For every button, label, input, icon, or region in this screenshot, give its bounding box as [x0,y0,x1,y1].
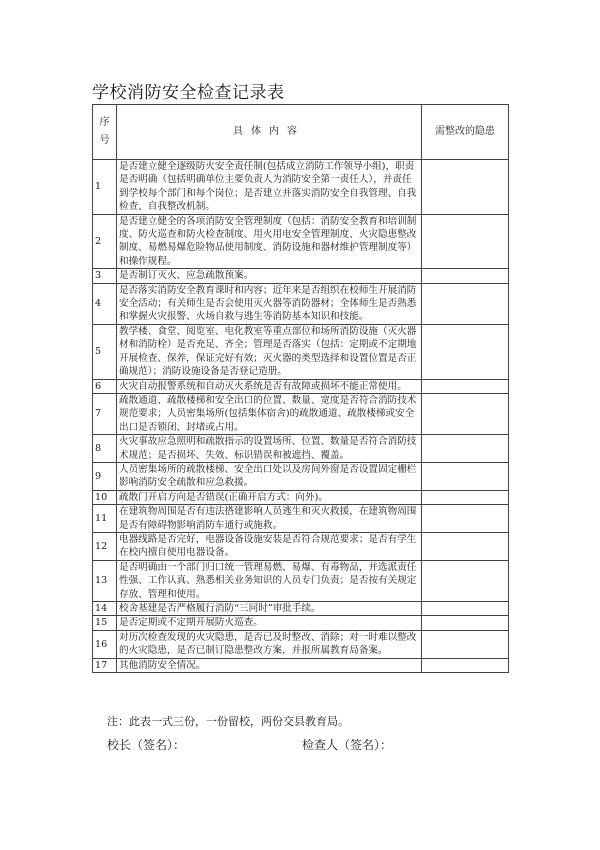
header-number [93,105,117,160]
row-issue-cell[interactable] [422,269,509,283]
table-row [93,379,509,393]
row-issue-cell[interactable] [422,462,509,490]
row-content: 是否建立健全逐级防火安全责任制(包括成立消防工作领导小组)，职责是否明确（包括明确单位主要负责人为消防安全第一责任人），并责任到学校每个部门和每个岗位；是否建立并落实消防安全自我管理、自我检查、自我整改机制。 [117,160,422,215]
row-number: 4 [93,283,117,324]
row-issue-cell[interactable] [422,379,509,393]
row-content: 在建筑物周围是否有违法搭建影响人员逃生和灭火救援，在建筑物周围是否有障碍物影响消防车通行或施救。 [117,505,422,533]
footnote: 注：此表一式三份，一份留校，两份交县教育局。 [107,715,349,728]
row-number: 1 [93,160,117,215]
table-header-row [93,105,509,160]
row-number: 16 [93,630,117,658]
row-number: 9 [93,462,117,490]
row-content: 校舍基建是否严格履行消防“三同时”审批手续。 [117,602,422,616]
table-row [93,490,509,504]
header-number-line1: 序 [99,117,110,128]
row-number: 6 [93,379,117,393]
row-content: 是否明确由一个部门归口统一管理易燃、易爆、有毒物品，并选派责任性强、工作认真、熟悉相关业务知识的人员专门负责；是否按有关规定存放、管理和使用。 [117,560,422,601]
row-number: 11 [93,505,117,533]
row-issue-cell[interactable] [422,505,509,533]
row-number: 12 [93,532,117,560]
table-row [93,630,509,658]
row-number: 5 [93,324,117,379]
table-row [93,560,509,601]
row-content: 是否落实消防安全教育课时和内容；近年来是否组织在校师生开展消防安全活动；有关师生是否会使用灭火器等消防器材；全体师生是否熟悉和掌握火灾报警、火场自救与逃生等消防基本知识和技能。 [117,283,422,324]
table-row [93,393,509,434]
row-content: 火灾事故应急照明和疏散指示的设置场所、位置、数量是否符合消防技术规范；是否损坏、失效、标识错误和被遮挡、覆盖。 [117,435,422,463]
row-number: 13 [93,560,117,601]
row-number: 14 [93,602,117,616]
row-content: 疏散通道、疏散楼梯和安全出口的位置、数量、宽度是否符合消防技术规范要求；人员密集场所(包括集体宿舍)的疏散通道、疏散楼梯或安全出口是否锁闭、封堵或占用。 [117,393,422,434]
row-content: 是否建立健全的各项消防安全管理制度（包括：消防安全教育和培训制度、防火巡查和防火检查制度、用火用电安全管理制度、火灾隐患整改制度、易燃易爆危险物品使用制度、消防设施和器材维护管理制度等）和操作规程。 [117,214,422,269]
row-number: 10 [93,490,117,504]
row-issue-cell[interactable] [422,602,509,616]
row-content: 疏散门开启方向是否错误(正确开启方式：向外)。 [117,490,422,504]
table-body [93,160,509,673]
row-number: 15 [93,616,117,630]
table-row [93,505,509,533]
row-issue-cell[interactable] [422,214,509,269]
header-issues: 需整改的隐患 [422,105,509,160]
row-content: 对历次检查发现的火灾隐患，是否已及时整改、消除；对一时难以整改的火灾隐患，是否已制订隐患整改方案，并报所属教育局备案。 [117,630,422,658]
row-issue-cell[interactable] [422,160,509,215]
table-row [93,283,509,324]
row-number: 3 [93,269,117,283]
header-number-line2: 号 [99,135,110,146]
table-row [93,602,509,616]
row-content: 是否定期或不定期开展防火巡查。 [117,616,422,630]
row-issue-cell[interactable] [422,490,509,504]
table-row [93,269,509,283]
row-issue-cell[interactable] [422,616,509,630]
table-row [93,616,509,630]
row-content: 其他消防安全情况。 [117,658,422,672]
form-title: 学校消防安全检查记录表 [92,83,285,103]
row-content: 教学楼、食堂、阅览室、电化教室等重点部位和场所消防设施（灭火器材和消防栓）是否充足、齐全；管理是否落实（包括：定期或不定期地开展检查、保养，保证完好有效；灭火器的类型选择和设置位置是否正确规范）；消防设施设备是否登记造册。 [117,324,422,379]
row-issue-cell[interactable] [422,630,509,658]
table-row [93,324,509,379]
row-number: 17 [93,658,117,672]
row-issue-cell[interactable] [422,435,509,463]
row-content: 电器线路是否完好，电器设备设施安装是否符合规范要求；是否有学生在校内擅自使用电器设备。 [117,532,422,560]
row-issue-cell[interactable] [422,324,509,379]
table-row [93,214,509,269]
principal-signature-label: 校长（签名）： [107,738,186,752]
table-row [93,462,509,490]
row-number: 7 [93,393,117,434]
row-issue-cell[interactable] [422,393,509,434]
row-number: 2 [93,214,117,269]
row-issue-cell[interactable] [422,658,509,672]
row-issue-cell[interactable] [422,532,509,560]
table-row [93,435,509,463]
row-issue-cell[interactable] [422,283,509,324]
row-content: 是否制订灭火、应急疏散预案。 [117,269,422,283]
row-content: 火灾自动报警系统和自动灭火系统是否有故障或损坏不能正常使用。 [117,379,422,393]
header-content: 具体内容 [117,105,422,160]
row-content: 人员密集场所的疏散楼梯、安全出口处以及房间外窗是否设置固定栅栏影响消防安全疏散和应急救援。 [117,462,422,490]
inspection-table [92,104,509,673]
inspector-signature-label: 检查人（签名）： [302,738,393,752]
table-row [93,160,509,215]
row-issue-cell[interactable] [422,560,509,601]
row-number: 8 [93,435,117,463]
table-row [93,532,509,560]
table-row [93,658,509,672]
